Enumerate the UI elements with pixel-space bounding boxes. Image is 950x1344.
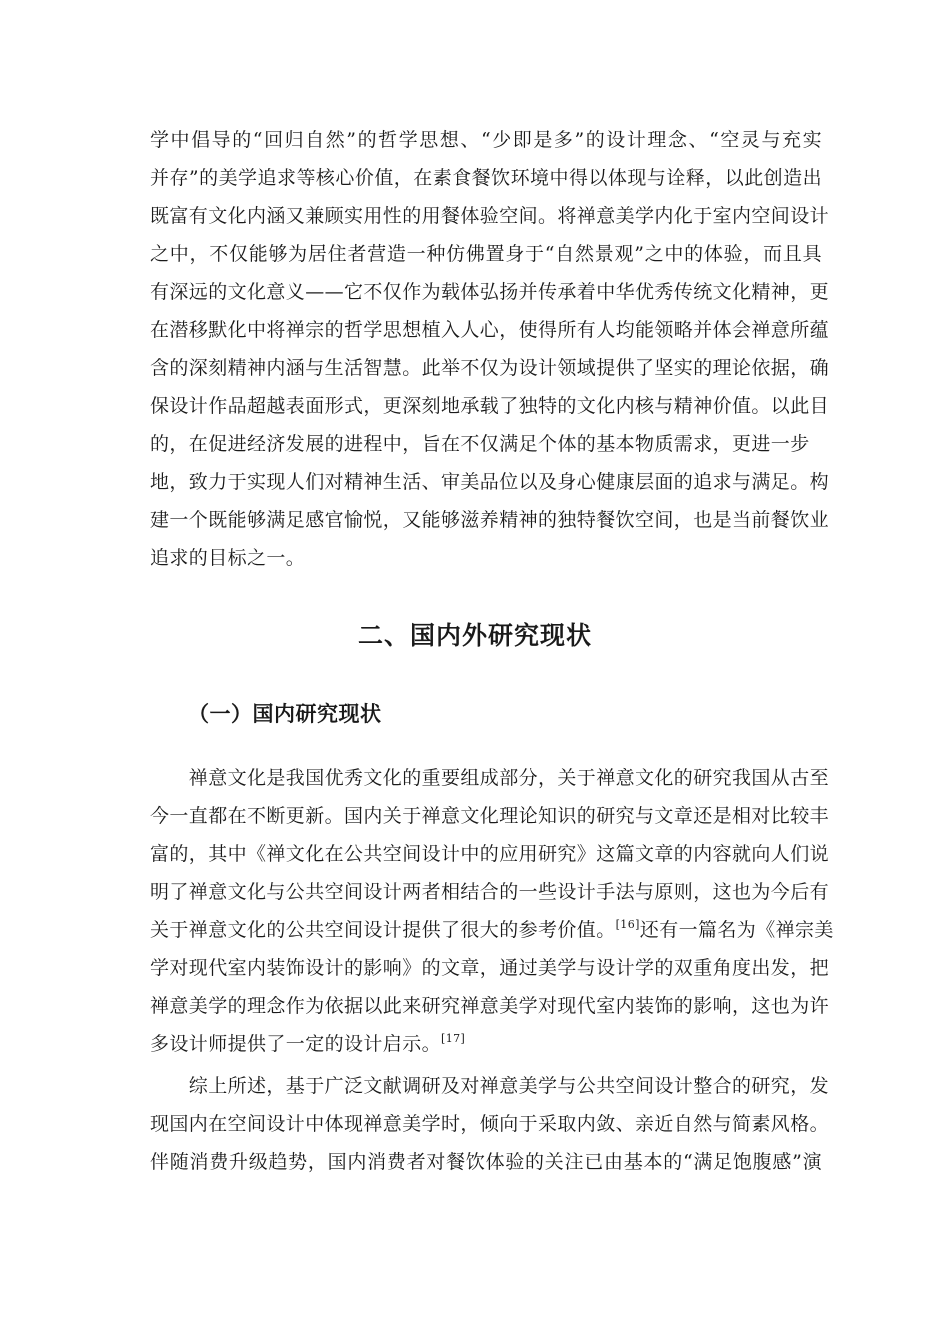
para1-line-5-text-a: 关于禅意文化的公共空间设计提供了很大的参考价值。: [150, 919, 616, 941]
para2-line-1: 综上所述，基于广泛文献调研及对禅意美学与公共空间设计整合的研究，发: [150, 1075, 830, 1097]
intro-line-11: 建一个既能够满足感官愉悦，又能够滋养精神的独特餐饮空间，也是当前餐饮业: [150, 509, 830, 531]
section-heading: 二、国内外研究现状: [357, 621, 592, 650]
intro-line-1: 学中倡导的“回归自然”的哲学思想、“少即是多”的设计理念、“空灵与充实: [150, 129, 822, 151]
para1-line-8: [150, 1030, 822, 1058]
para1-line-8-text: 多设计师提供了一定的设计启示。: [150, 1033, 442, 1055]
para1-line-6: 学对现代室内装饰设计的影响》的文章，通过美学与设计学的双重角度出发，把: [150, 957, 830, 979]
citation-17: [17]: [441, 1032, 466, 1045]
citation-16: [16]: [615, 918, 640, 931]
subsection-heading: （一）国内研究现状: [188, 702, 382, 726]
intro-line-8: 保设计作品超越表面形式，更深刻地承载了独特的文化内核与精神价值。以此目: [150, 395, 830, 417]
para1-line-4: 明了禅意文化与公共空间设计两者相结合的一些设计手法与原则，这也为今后有: [150, 881, 830, 903]
intro-line-3: 既富有文化内涵又兼顾实用性的用餐体验空间。将禅意美学内化于室内空间设计: [150, 205, 830, 227]
intro-line-4: 之中，不仅能够为居住者营造一种仿佛置身于“自然景观”之中的体验，而且具: [150, 243, 822, 265]
intro-line-9: 的，在促进经济发展的进程中，旨在不仅满足个体的基本物质需求，更进一步: [150, 433, 810, 455]
para1-line-7: 禅意美学的理念作为依据以此来研究禅意美学对现代室内装饰的影响，这也为许: [150, 995, 830, 1017]
intro-line-5: 有深远的文化意义——它不仅作为载体弘扬并传承着中华优秀传统文化精神，更: [150, 281, 830, 303]
intro-line-12: 追求的目标之一。: [150, 547, 306, 569]
para1-line-5-text-b: 还有一篇名为《禅宗美: [639, 919, 834, 941]
para2-line-3: 伴随消费升级趋势，国内消费者对餐饮体验的关注已由基本的“满足饱腹感”演: [150, 1151, 822, 1173]
para2-line-2: 现国内在空间设计中体现禅意美学时，倾向于采取内敛、亲近自然与简素风格。: [150, 1113, 830, 1135]
para1-line-2: 今一直都在不断更新。国内关于禅意文化理论知识的研究与文章还是相对比较丰: [150, 805, 830, 827]
intro-line-6: 在潜移默化中将禅宗的哲学思想植入人心，使得所有人均能领略并体会禅意所蕴: [150, 319, 830, 341]
intro-line-7: 含的深刻精神内涵与生活智慧。此举不仅为设计领域提供了坚实的理论依据，确: [150, 357, 830, 379]
intro-line-2: 并存”的美学追求等核心价值，在素食餐饮环境中得以体现与诠释，以此创造出: [150, 167, 822, 189]
para1-line-1: 禅意文化是我国优秀文化的重要组成部分，关于禅意文化的研究我国从古至: [150, 767, 830, 789]
intro-line-10: 地，致力于实现人们对精神生活、审美品位以及身心健康层面的追求与满足。构: [150, 471, 830, 493]
para1-line-3: 富的，其中《禅文化在公共空间设计中的应用研究》这篇文章的内容就向人们说: [150, 843, 830, 865]
para1-line-5: [150, 916, 834, 944]
